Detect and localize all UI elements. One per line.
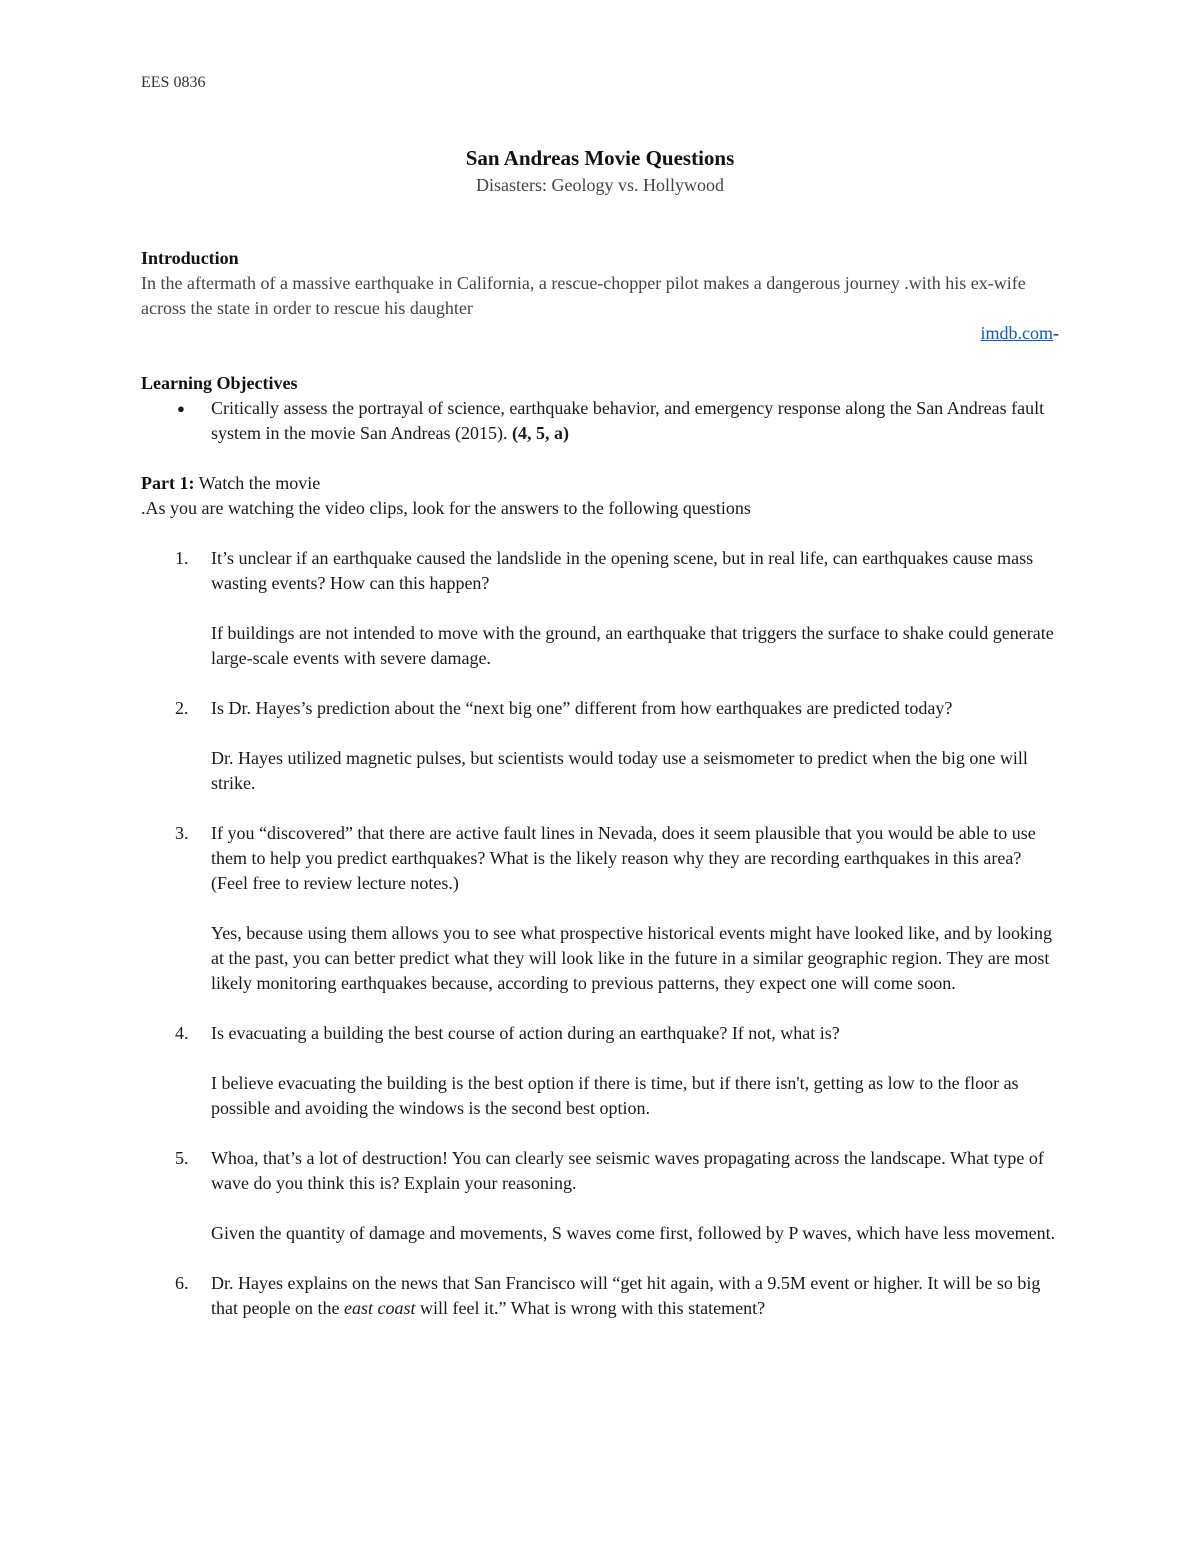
question-text: Is evacuating a building the best course of action during an earthquake? If not, what is? (211, 1023, 840, 1043)
question-item (141, 1021, 1061, 1121)
source-suffix: - (1053, 323, 1059, 343)
learning-objectives-heading: Learning Objectives (141, 373, 298, 393)
question-number: 1. (175, 548, 189, 568)
question-item (141, 821, 1061, 996)
question-text-part: will feel it.” What is wrong with this statement? (415, 1298, 766, 1318)
objectives-list (141, 396, 1061, 446)
page-title: San Andreas Movie Questions (465, 146, 735, 170)
document-body (141, 246, 1061, 1346)
question-number: 2. (175, 698, 189, 718)
question-text: Is Dr. Hayes’s prediction about the “next big one” different from how earthquakes are predicted today? (211, 698, 953, 718)
part1-title: Watch the movie (198, 473, 321, 493)
question-number: 4. (175, 1023, 189, 1043)
source-line (141, 321, 1061, 346)
question-text (211, 1271, 1061, 1321)
objective-text: Critically assess the portrayal of science, earthquake behavior, and emergency response along the San Andreas fault system in the movie San Andreas (2015). (211, 398, 1045, 443)
course-code: EES 0836 (141, 74, 206, 91)
answer-text: If buildings are not intended to move with the ground, an earthquake that triggers the surface to shake could generate large-scale events with severe damage. (211, 623, 1054, 668)
objective-tag: (4, 5, a) (511, 423, 569, 443)
questions-list (141, 546, 1061, 1321)
question-text: Whoa, that’s a lot of destruction! You can clearly see seismic waves propagating across the landscape. What type of wave do you think this is? Explain your reasoning. (211, 1148, 1044, 1193)
question-text-part: Dr. Hayes explains on the news that San Francisco will “get hit again, with a 9.5M event or higher. It will be so big that people on the (211, 1273, 1041, 1318)
title-block (0, 144, 1200, 198)
answer-text: I believe evacuating the building is the best option if there is time, but if there isn't, getting as low to the floor as possible and avoiding the windows is the second best option. (211, 1073, 1019, 1118)
part1-header (141, 471, 1061, 496)
part1-instruction: .As you are watching the video clips, look for the answers to the following questions (141, 498, 751, 518)
introduction-heading: Introduction (141, 248, 239, 268)
question-item (141, 696, 1061, 796)
objective-item (141, 396, 1061, 446)
bullet-icon: ● (177, 401, 185, 416)
question-number: 3. (175, 823, 189, 843)
question-text: It’s unclear if an earthquake caused the landslide in the opening scene, but in real life, can earthquakes cause mass wasting events? How can this happen? (211, 548, 1034, 593)
part1-label: Part 1: (141, 473, 195, 493)
question-item (141, 546, 1061, 671)
question-item (141, 1271, 1061, 1321)
imdb-link[interactable]: imdb.com (980, 323, 1053, 343)
question-number: 5. (175, 1148, 189, 1168)
answer-text: Dr. Hayes utilized magnetic pulses, but scientists would today use a seismometer to predict when the big one will strike. (211, 748, 1028, 793)
page-subtitle: Disasters: Geology vs. Hollywood (476, 175, 724, 195)
question-number: 6. (175, 1273, 189, 1293)
question-item (141, 1146, 1061, 1246)
answer-text: Yes, because using them allows you to see what prospective historical events might have looked like, and by looking at the past, you can better predict what they will look like in the future in a similar geographic region. They are most likely monitoring earthquakes because, according to previous patterns, they expect one will come soon. (211, 923, 1053, 993)
question-emphasis: east coast (343, 1298, 416, 1318)
answer-text: Given the quantity of damage and movements, S waves come first, followed by P waves, which have less movement. (211, 1223, 1056, 1243)
question-text: If you “discovered” that there are active fault lines in Nevada, does it seem plausible that you would be able to use them to help you predict earthquakes? What is the likely reason why they are recording earthquakes in this area? (Feel free to review lecture notes.) (211, 823, 1036, 893)
introduction-text: In the aftermath of a massive earthquake in California, a rescue-chopper pilot makes a dangerous journey .with his ex-wife across the state in order to rescue his daughter (141, 273, 1026, 318)
